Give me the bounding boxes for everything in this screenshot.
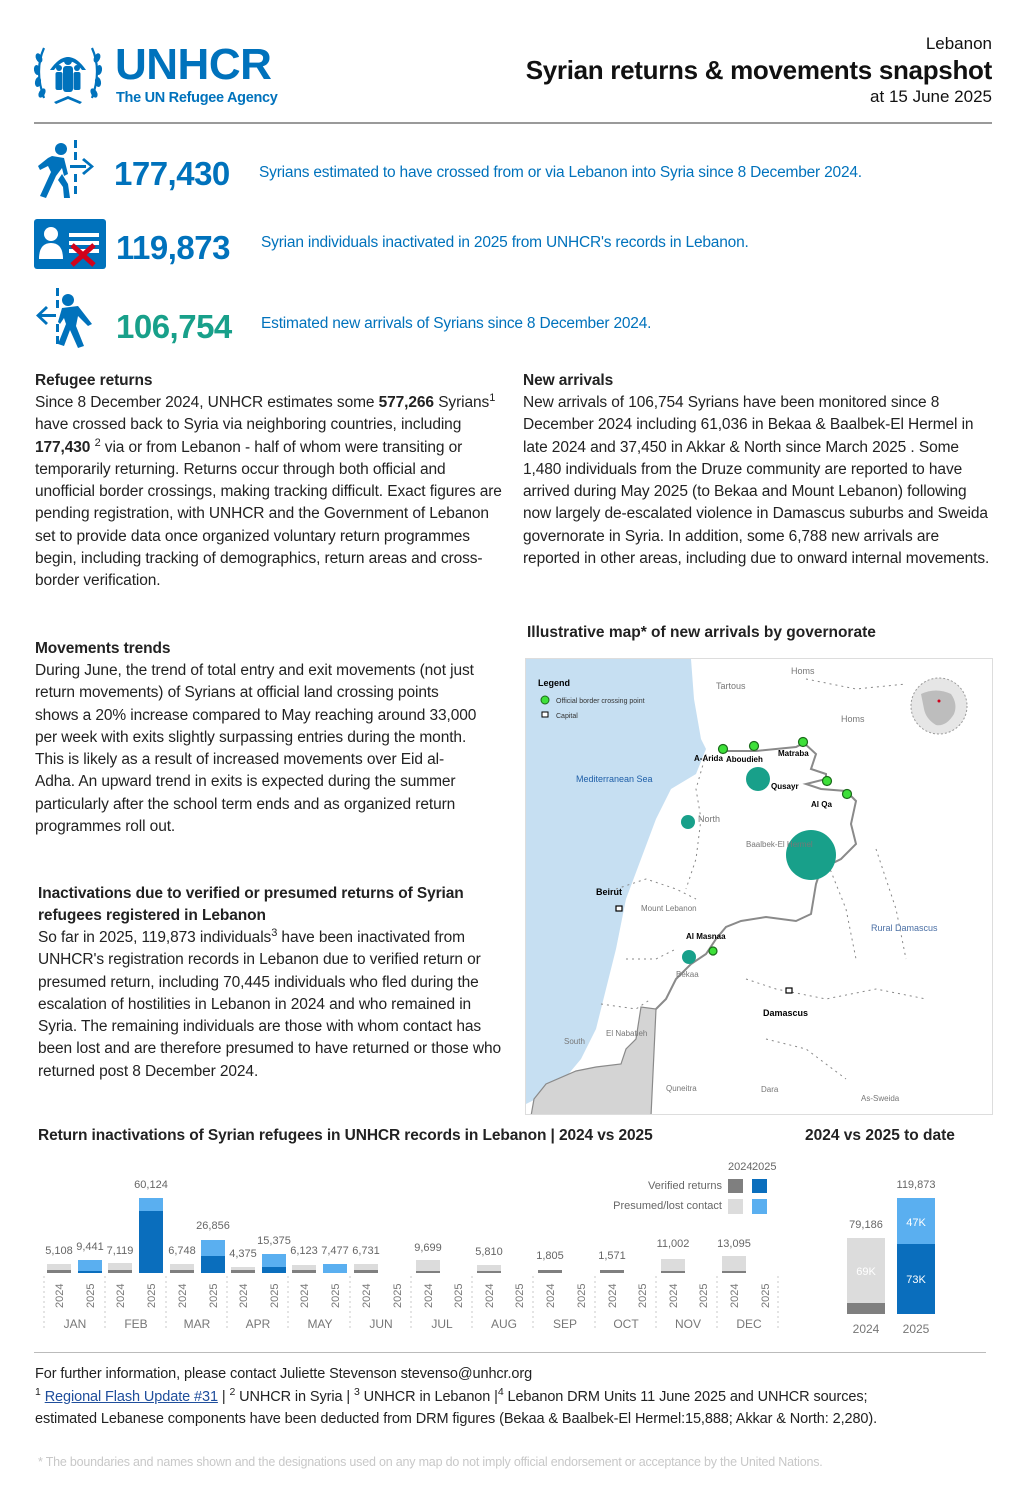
svg-text:2024: 2024 [852, 1322, 880, 1336]
monthly-inactivations-chart [40, 1150, 780, 1340]
svg-text:15,375: 15,375 [257, 1235, 291, 1247]
svg-text:6,748: 6,748 [168, 1245, 196, 1257]
year-tick-labels [54, 1284, 772, 1308]
svg-text:Mount Lebanon: Mount Lebanon [641, 904, 697, 913]
svg-text:Aboudieh: Aboudieh [726, 755, 763, 764]
svg-text:2025: 2025 [269, 1283, 281, 1308]
svg-text:AUG: AUG [490, 1317, 518, 1331]
svg-text:Tartous: Tartous [716, 681, 746, 691]
svg-text:2025: 2025 [760, 1283, 772, 1308]
header-divider [34, 122, 992, 124]
svg-text:2025: 2025 [208, 1283, 220, 1308]
svg-text:2024: 2024 [729, 1283, 741, 1308]
svg-text:North: North [698, 814, 721, 824]
chart-canvas [40, 1150, 780, 1340]
svg-text:JAN: JAN [63, 1317, 87, 1331]
svg-text:2024: 2024 [299, 1283, 311, 1308]
svg-text:Quneitra: Quneitra [666, 1084, 697, 1093]
svg-text:Al Qa: Al Qa [811, 800, 832, 809]
section-body: Since 8 December 2024, UNHCR estimates some 577,266 Syrians$^1$ have crossed back to Syria via neighboring countries, including 177,430 $^2$ via or from Lebanon - half of whom were transiting or temporarily returning. Returns occur through both official and unofficial border crossings, making tracking difficult. Exact figures are pending registration, with UNHCR and the Government of Lebanon set to provide data once organized voluntary return programmes begin, including tracking of demographics, return areas and cross-border verification. [35, 391, 502, 590]
svg-text:A-Arida: A-Arida [694, 754, 723, 763]
section-heading: Inactivations due to verified or presumed returns of Syrian refugees registered in Lebanon [38, 885, 464, 924]
yearly-comparison-chart [830, 1150, 990, 1340]
section-heading: Movements trends [35, 640, 171, 657]
svg-text:2025: 2025 [698, 1283, 710, 1308]
svg-text:Legend: Legend [538, 678, 571, 688]
report-date: at 15 June 2025 [870, 87, 992, 106]
section-movements-trends [35, 638, 480, 838]
svg-text:60,124: 60,124 [134, 1179, 168, 1191]
map-canvas [526, 659, 993, 1115]
svg-text:2024: 2024 [177, 1283, 189, 1308]
svg-text:73K: 73K [906, 1274, 926, 1286]
map-disclaimer: * The boundaries and names shown and the designations used on any map do not imply official endorsement or acceptance by the United Nations. [38, 1455, 823, 1469]
svg-text:2025: 2025 [514, 1283, 526, 1308]
svg-text:NOV: NOV [674, 1317, 702, 1331]
svg-text:Verified returns: Verified returns [648, 1180, 722, 1192]
svg-text:6,731: 6,731 [352, 1245, 380, 1257]
svg-text:9,699: 9,699 [414, 1242, 442, 1254]
svg-text:El Nabatieh: El Nabatieh [606, 1029, 648, 1038]
svg-text:Qusayr: Qusayr [771, 782, 799, 791]
page-title: Syrian returns & movements snapshot [525, 55, 992, 85]
svg-text:2024: 2024 [54, 1283, 66, 1308]
svg-text:2024: 2024 [668, 1283, 680, 1308]
svg-text:DEC: DEC [736, 1317, 762, 1331]
svg-text:Baalbek-El Hermel: Baalbek-El Hermel [746, 840, 813, 849]
person-exit-arrow-icon [34, 140, 100, 200]
new-arrivals-description: Estimated new arrivals of Syrians since 8 December 2024. [261, 315, 652, 332]
capital-marker-damascus [786, 988, 792, 993]
svg-text:7,477: 7,477 [321, 1245, 349, 1257]
svg-text:26,856: 26,856 [196, 1220, 230, 1232]
section-body: During June, the trend of total entry and exit movements (not just return movements) of Syrians at official land crossing points shows a 20% increase compared to May reaching around 33,000 per week with exits slightly surpassing entries during the month. This is likely as a result of increased movements over Eid al-Adha. An upward trend in exits is expected during the summer particularly after the school term ends and as organized return programmes roll out. [35, 662, 477, 836]
arrivals-bubble-north [681, 815, 695, 829]
title-block [526, 34, 992, 108]
svg-text:2025: 2025 [752, 1161, 777, 1173]
svg-text:JUN: JUN [369, 1317, 393, 1331]
svg-text:6,123: 6,123 [290, 1245, 318, 1257]
svg-text:JUL: JUL [431, 1317, 453, 1331]
map-title: Illustrative map* of new arrivals by governorate [527, 624, 876, 641]
svg-text:2024: 2024 [545, 1283, 557, 1308]
unhcr-logo [30, 40, 305, 110]
svg-text:2025: 2025 [637, 1283, 649, 1308]
svg-text:Al Masnaa: Al Masnaa [686, 932, 726, 941]
contact-line: For further information, please contact Juliette Stevenson stevenso@unhcr.org [35, 1366, 533, 1382]
svg-text:Homs: Homs [791, 666, 815, 676]
svg-text:2025: 2025 [453, 1283, 465, 1308]
chart2-canvas [830, 1150, 990, 1340]
svg-text:2025: 2025 [146, 1283, 158, 1308]
svg-text:2025: 2025 [330, 1283, 342, 1308]
section-refugee-returns [35, 370, 505, 593]
svg-text:2025: 2025 [392, 1283, 404, 1308]
new-arrivals-map[interactable] [525, 658, 993, 1115]
unhcr-emblem-icon [30, 40, 106, 110]
page-header [0, 0, 1024, 125]
capital-marker-beirut [616, 906, 622, 911]
svg-text:47K: 47K [906, 1217, 926, 1229]
svg-text:MAY: MAY [307, 1317, 333, 1331]
svg-text:As-Sweida: As-Sweida [861, 1094, 900, 1103]
svg-text:5,108: 5,108 [45, 1245, 73, 1257]
unhcr-wordmark: UNHCR [115, 40, 272, 89]
sources-line-2: estimated Lebanese components have been deducted from DRM figures (Bekaa & Baalbek-El Hermel:15,888; Akkar & North: 2,280). [35, 1411, 878, 1427]
svg-text:OCT: OCT [613, 1317, 639, 1331]
svg-text:5,810: 5,810 [475, 1246, 503, 1258]
footer-divider [34, 1352, 986, 1353]
crossings-description: Syrians estimated to have crossed from or via Lebanon into Syria since 8 December 2024. [259, 164, 862, 181]
footer [35, 1363, 995, 1431]
month-labels [64, 1317, 762, 1331]
svg-text:7,119: 7,119 [106, 1245, 134, 1257]
svg-text:2024: 2024 [423, 1283, 435, 1308]
svg-text:SEP: SEP [552, 1317, 578, 1331]
svg-text:Official border crossing point: Official border crossing point [556, 698, 645, 705]
inactivations-value: 119,873 [116, 229, 230, 266]
svg-text:Beirut: Beirut [596, 887, 623, 897]
svg-text:2025: 2025 [85, 1283, 97, 1308]
svg-text:Matraba: Matraba [778, 749, 809, 758]
sources-line: $^1$ Regional Flash Update #31 | $^2$ UNHCR in Syria | $^3$ UNHCR in Lebanon $|^4$ Lebanon DRM Units 11 June 2025 and UNHCR sources; [35, 1385, 868, 1405]
section-heading: New arrivals [523, 372, 614, 389]
svg-text:Homs: Homs [841, 714, 865, 724]
key-figure-inactivations [34, 219, 994, 279]
svg-text:1,571: 1,571 [598, 1250, 626, 1262]
svg-text:79,186: 79,186 [849, 1219, 883, 1231]
svg-text:MAR: MAR [183, 1317, 211, 1331]
section-inactivations [38, 883, 506, 1083]
svg-text:69K: 69K [856, 1266, 876, 1278]
section-new-arrivals [523, 370, 998, 570]
person-arrival-arrow-icon [34, 288, 100, 348]
globe-inset-icon [911, 678, 967, 734]
svg-text:APR: APR [245, 1317, 271, 1331]
key-figure-crossings [34, 140, 994, 200]
monthly-chart-title: Return inactivations of Syrian refugees in UNHCR records in Lebanon | 2024 vs 2025 [38, 1127, 653, 1144]
svg-text:Mediterranean Sea: Mediterranean Sea [576, 774, 653, 784]
svg-text:2024: 2024 [607, 1283, 619, 1308]
svg-text:1,805: 1,805 [536, 1250, 564, 1262]
svg-text:Capital: Capital [556, 713, 578, 720]
key-figure-new-arrivals [34, 288, 994, 348]
svg-text:11,002: 11,002 [656, 1238, 690, 1250]
svg-text:Damascus: Damascus [763, 1008, 809, 1018]
svg-text:2024: 2024 [115, 1283, 127, 1308]
svg-text:Presumed/lost contact: Presumed/lost contact [613, 1200, 722, 1212]
section-body: So far in 2025, 119,873 individuals$^3$ have been inactivated from UNHCR's registration records in Lebanon due to verified return or presumed return, including 70,445 individuals who fled during the escalation of hostilities in Lebanon in 2024 and who remained in Syria. The remaining individuals are those with whom contact has been lost and are therefore presumed to have returned or those who returned post 8 December 2024. [38, 926, 502, 1080]
svg-text:Dara: Dara [761, 1085, 779, 1094]
new-arrivals-value: 106,754 [116, 308, 232, 345]
svg-text:Bekaa: Bekaa [676, 970, 699, 979]
svg-text:2024: 2024 [361, 1283, 373, 1308]
svg-text:2024: 2024 [728, 1161, 753, 1173]
svg-text:2024: 2024 [238, 1283, 250, 1308]
inactivations-description: Syrian individuals inactivated in 2025 from UNHCR's records in Lebanon. [261, 234, 749, 251]
crossings-value: 177,430 [114, 155, 230, 192]
section-heading: Refugee returns [35, 372, 153, 389]
arrivals-bubble-akkar [746, 767, 770, 791]
svg-text:13,095: 13,095 [717, 1238, 751, 1250]
yearly-chart-title: 2024 vs 2025 to date [805, 1127, 955, 1144]
arrivals-bubble-bekaa [682, 950, 696, 964]
svg-text:Rural Damascus: Rural Damascus [871, 923, 938, 933]
svg-text:9,441: 9,441 [76, 1241, 104, 1253]
arrivals-bubble-baalbek [786, 830, 836, 880]
svg-text:South: South [564, 1037, 585, 1046]
country-label: Lebanon [925, 34, 992, 53]
regional-flash-update-link[interactable]: Regional Flash Update #31 [44, 1388, 218, 1405]
chart-legend [613, 1161, 776, 1214]
svg-text:2024: 2024 [484, 1283, 496, 1308]
svg-text:2025: 2025 [576, 1283, 588, 1308]
unhcr-tagline: The UN Refugee Agency [116, 90, 278, 106]
section-body: New arrivals of 106,754 Syrians have been monitored since 8 December 2024 including 61,036 in Bekaa & Baalbek-El Hermel in late 2024 and 37,450 in Akkar & North since March 2025 . Some 1,480 individuals from the Druze community are reported to have arrived during May 2025 (to Bekaa and Mount Lebanon) following now largely de-escalated violence in Damascus suburbs and Sweida governorate in Syria. In addition, some 6,788 new arrivals are reported in other areas, including due to onward internal movements. [523, 394, 990, 568]
svg-text:119,873: 119,873 [896, 1179, 936, 1191]
id-card-inactivated-icon [34, 219, 106, 271]
svg-text:4,375: 4,375 [229, 1248, 257, 1260]
svg-text:2025: 2025 [902, 1322, 930, 1336]
svg-text:FEB: FEB [124, 1317, 148, 1331]
